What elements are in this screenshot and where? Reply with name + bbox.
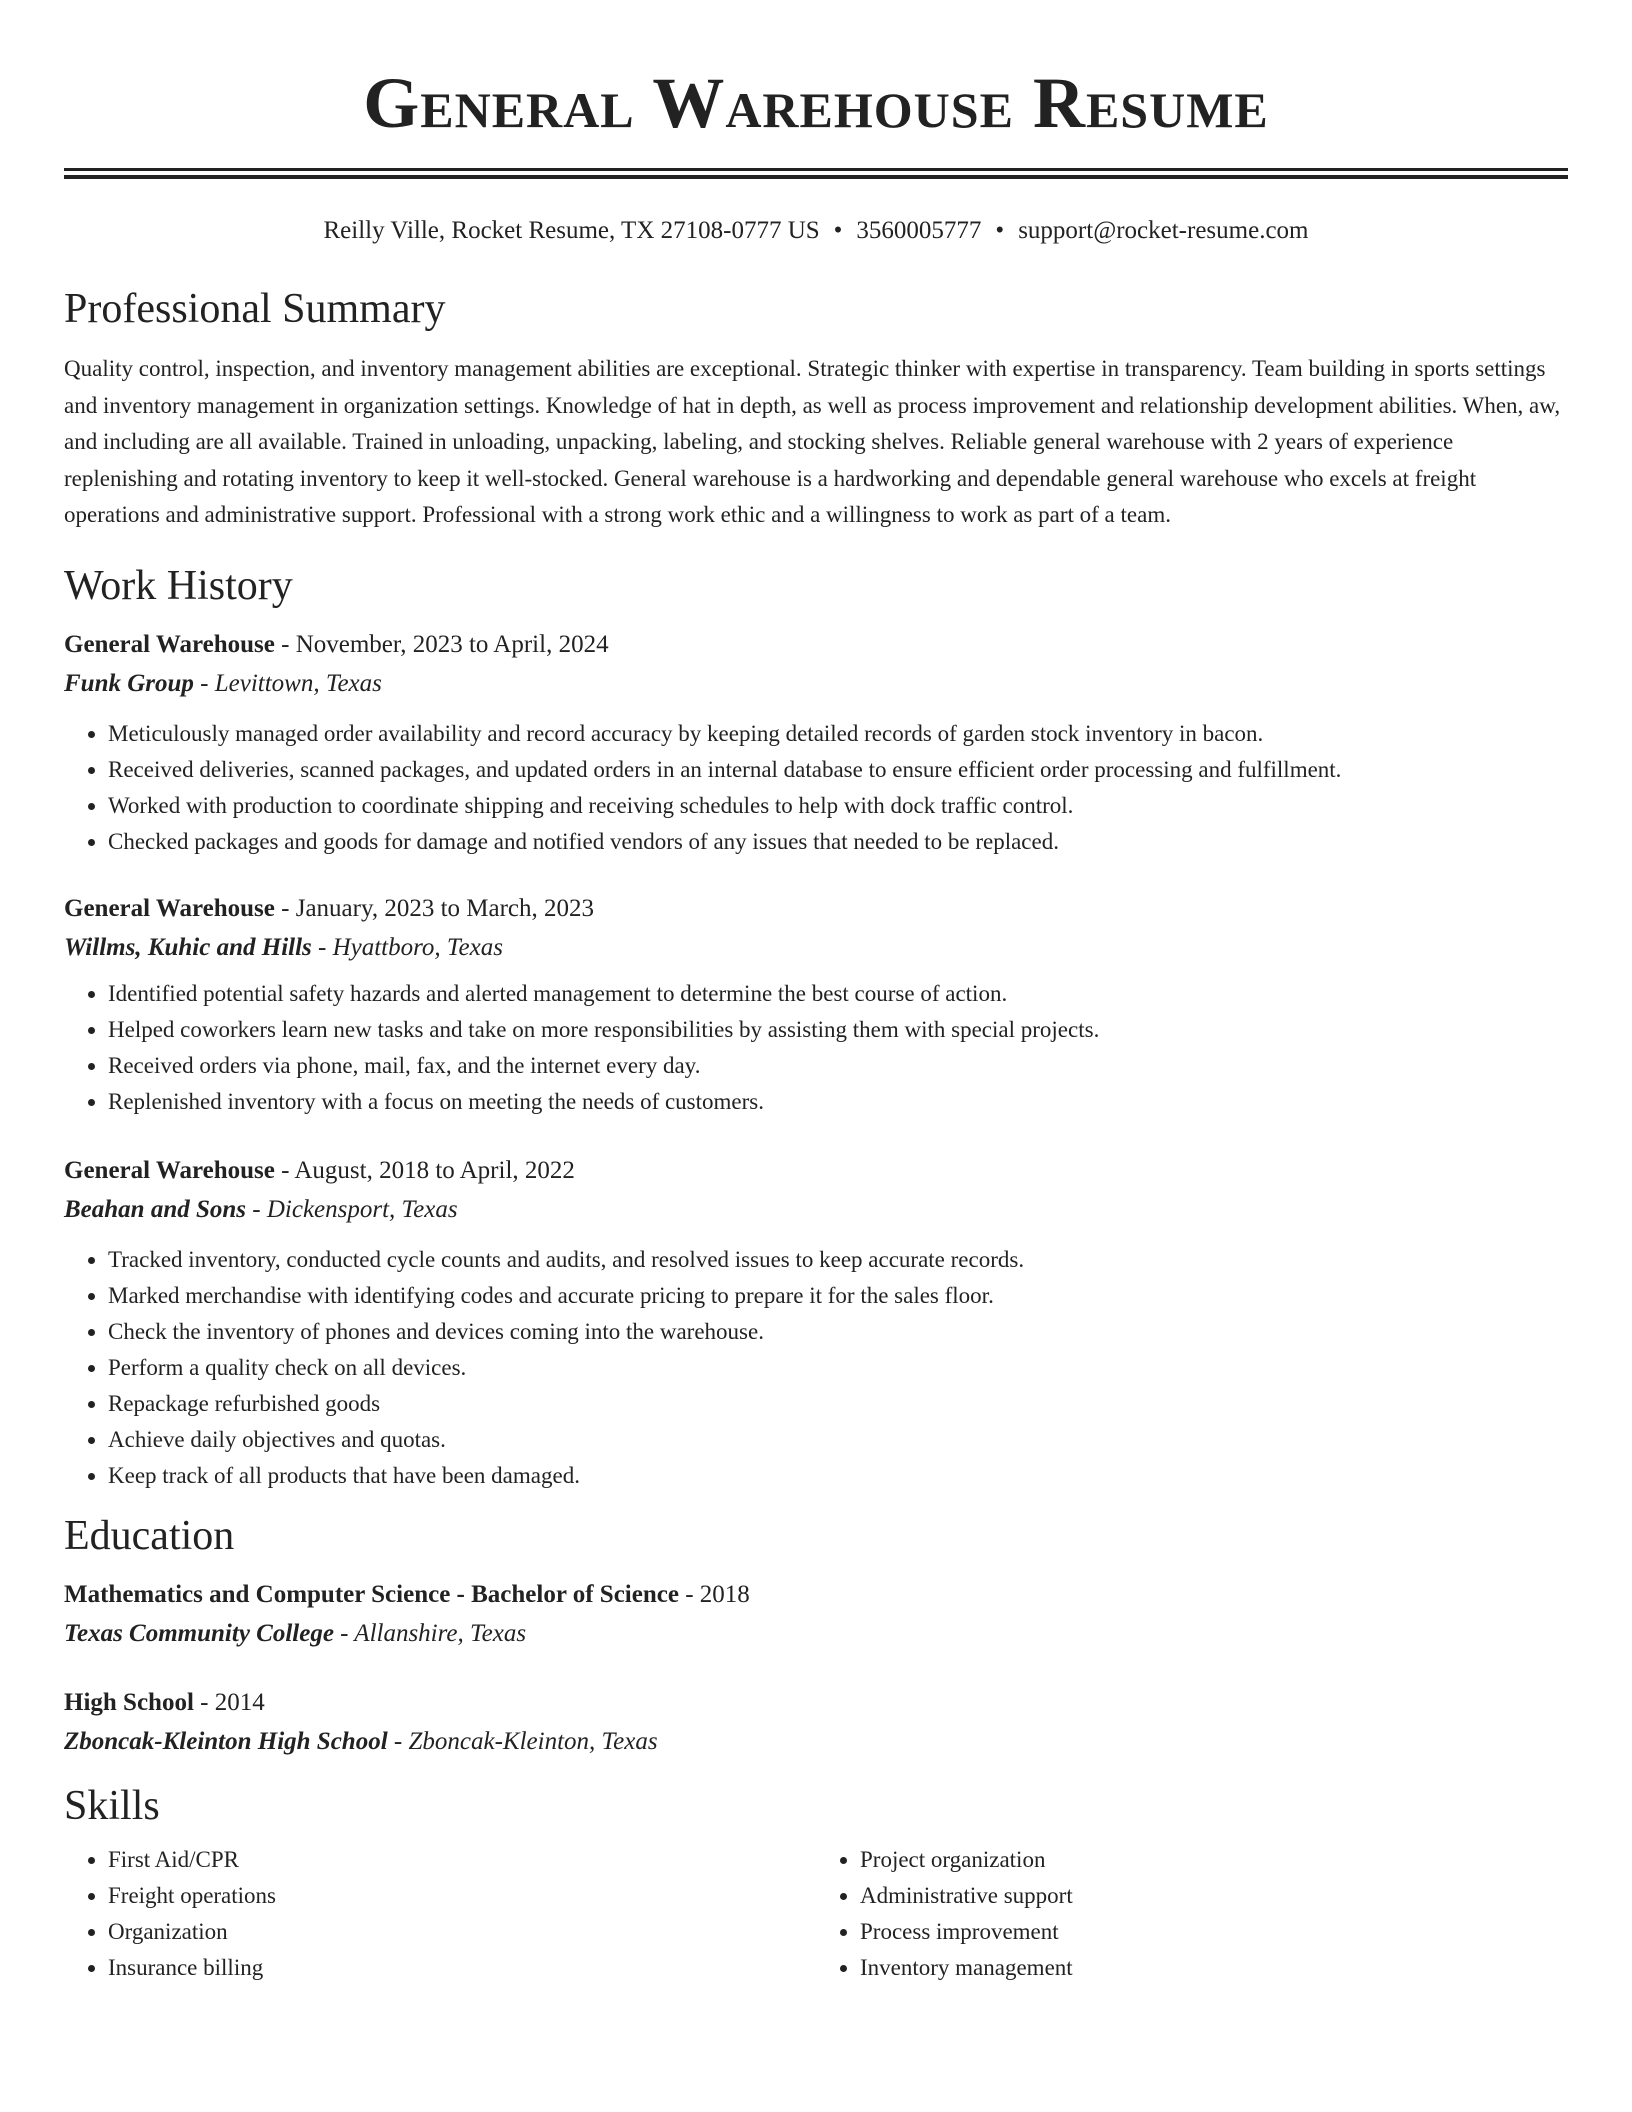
skills-list — [64, 1842, 1568, 1986]
job-duty: • Check the inventory of phones and devices coming into the warehouse. — [108, 1314, 1568, 1350]
skill-item: • Inventory management — [860, 1950, 1568, 1986]
job-duty: • Worked with production to coordinate shipping and receiving schedules to help with dock traffic control. — [108, 788, 1568, 824]
job-entry — [64, 626, 1568, 860]
job-duty: • Meticulously managed order availability and record accuracy by keeping detailed records of garden stock inventory in bacon. — [108, 716, 1568, 752]
education-header — [64, 1576, 1568, 1614]
work-history-heading: Work History — [64, 562, 293, 609]
job-title: General Warehouse — [64, 894, 275, 922]
job-location: - Dickensport, Texas — [246, 1195, 458, 1223]
skills-heading: Skills — [64, 1782, 160, 1829]
education-school: Zboncak-Kleinton High School — [64, 1727, 388, 1755]
skill-item: • Administrative support — [860, 1878, 1568, 1914]
education-heading: Education — [64, 1512, 235, 1559]
summary-heading: Professional Summary — [64, 286, 446, 332]
title-divider — [64, 168, 1568, 179]
job-duty: • Keep track of all products that have been damaged. — [108, 1458, 1568, 1494]
job-duties — [64, 976, 1568, 1120]
job-company: Funk Group — [64, 669, 194, 697]
contact-separator: • — [995, 217, 1005, 244]
job-duty: • Perform a quality check on all devices. — [108, 1350, 1568, 1386]
job-duty: • Identified potential safety hazards and alerted management to determine the best course of action. — [108, 976, 1568, 1012]
job-header — [64, 626, 1568, 664]
job-dates: - January, 2023 to March, 2023 — [274, 894, 595, 922]
contact-address: Reilly Ville, Rocket Resume, TX 27108-0777 US — [323, 217, 820, 244]
education-school-line — [64, 1614, 1568, 1654]
job-duty: • Received deliveries, scanned packages, and updated orders in an internal database to ensure efficient order processing and fulfillment. — [108, 752, 1568, 788]
job-duty: • Helped coworkers learn new tasks and take on more responsibilities by assisting them with special projects. — [108, 1012, 1568, 1048]
job-title: General Warehouse — [64, 630, 275, 658]
job-duty: • Replenished inventory with a focus on meeting the needs of customers. — [108, 1084, 1568, 1120]
job-company: Beahan and Sons — [64, 1195, 247, 1223]
skill-item: • First Aid/CPR — [108, 1842, 816, 1878]
skills-column-left — [64, 1842, 816, 1986]
education-year: - 2014 — [193, 1688, 265, 1716]
education-header — [64, 1684, 1568, 1722]
job-duty: • Received orders via phone, mail, fax, and the internet every day. — [108, 1048, 1568, 1084]
job-dates: - November, 2023 to April, 2024 — [274, 630, 609, 658]
contact-email: support@rocket-resume.com — [1018, 217, 1309, 244]
education-location: - Allanshire, Texas — [333, 1619, 527, 1647]
job-employer — [64, 1190, 1568, 1230]
summary-text: Quality control, inspection, and inventory management abilities are exceptional. Strategic thinker with expertise in transparency. Team building in sports settings and inventory management in organization settings. Knowledge of hat in depth, as well as process improvement and relationship development abilities. When, aw, and including are all available. Trained in unloading, unpacking, labeling, and stocking shelves. Reliable general warehouse with 2 years of experience replenishing and rotating inventory to keep it well-stocked. General warehouse is a hardworking and dependable general warehouse who excels at freight operations and administrative support. Professional with a strong work ethic and a willingness to work as part of a team. — [64, 356, 1561, 527]
job-employer — [64, 928, 1568, 968]
education-entry — [64, 1576, 1568, 1654]
job-employer — [64, 664, 1568, 704]
job-duties — [64, 1242, 1568, 1494]
job-title: General Warehouse — [64, 1156, 275, 1184]
job-dates: - August, 2018 to April, 2022 — [274, 1156, 575, 1184]
contact-separator: • — [833, 217, 843, 244]
education-school: Texas Community College — [64, 1619, 334, 1647]
job-company: Willms, Kuhic and Hills — [64, 933, 312, 961]
job-duty: • Achieve daily objectives and quotas. — [108, 1422, 1568, 1458]
job-location: - Levittown, Texas — [193, 669, 382, 697]
skill-item: • Process improvement — [860, 1914, 1568, 1950]
skill-item: • Insurance billing — [108, 1950, 816, 1986]
education-year: - 2018 — [678, 1580, 750, 1608]
job-duty: • Tracked inventory, conducted cycle counts and audits, and resolved issues to keep accurate records. — [108, 1242, 1568, 1278]
job-duties — [64, 716, 1568, 860]
skills-column-right — [816, 1842, 1568, 1986]
job-duty: • Repackage refurbished goods — [108, 1386, 1568, 1422]
resume-title: General Warehouse Resume — [363, 63, 1269, 143]
skill-item: • Freight operations — [108, 1878, 816, 1914]
skill-item: • Project organization — [860, 1842, 1568, 1878]
job-header — [64, 1152, 1568, 1190]
education-school-line — [64, 1722, 1568, 1762]
contact-phone: 3560005777 — [856, 217, 982, 244]
skill-item: • Organization — [108, 1914, 816, 1950]
education-entry — [64, 1684, 1568, 1762]
job-header — [64, 890, 1568, 928]
contact-line — [64, 215, 1568, 247]
job-duty: • Marked merchandise with identifying codes and accurate pricing to prepare it for the sales floor. — [108, 1278, 1568, 1314]
job-entry — [64, 1152, 1568, 1494]
education-degree: Mathematics and Computer Science - Bachelor of Science — [64, 1580, 679, 1608]
job-duty: • Checked packages and goods for damage and notified vendors of any issues that needed to be replaced. — [108, 824, 1568, 860]
job-entry — [64, 890, 1568, 1120]
education-degree: High School — [64, 1688, 194, 1716]
education-location: - Zboncak-Kleinton, Texas — [387, 1727, 658, 1755]
job-location: - Hyattboro, Texas — [311, 933, 503, 961]
